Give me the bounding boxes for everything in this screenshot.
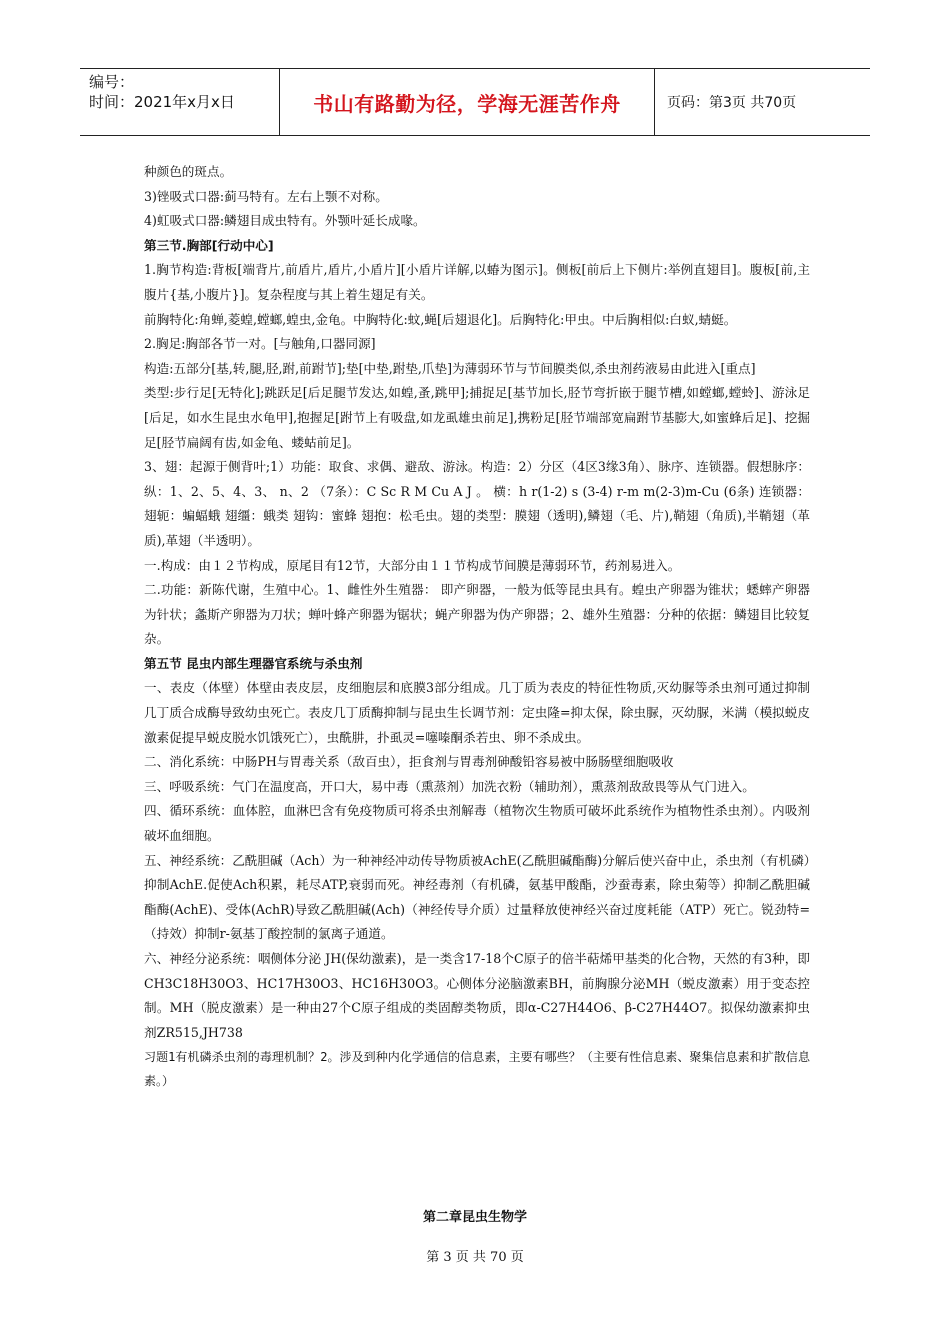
paragraph: 六、神经分泌系统：咽侧体分泌 JH(保幼激素)，是一类含17-18个C原子的倍半萜烯甲基类的化合物，天然的有3种，即CH3C18H30O3、HC17H30O3、HC16H30O3。心侧体分泌脑激素BH，前胸腺分泌MH（蜕皮激素）用于变态控制。MH（脱皮激素）是一种由27个C原子组成的类固醇类物质，即α-C27H44O6、β-C27H44O7。拟保幼激素抑虫剂ZR515,JH738 xyxy=(144,951,810,1040)
document-body xyxy=(144,160,810,1093)
paragraph: 构造:五部分[基,转,腿,胫,跗,前跗节];垫[中垫,跗垫,爪垫]为薄弱环节与节间膜类似,杀虫剂药液易由此进入[重点] xyxy=(144,360,756,376)
paragraph: 3、翅：起源于侧背叶;1）功能：取食、求偶、避敌、游泳。构造：2）分区（4区3缘3角）、脉序、连锁器。假想脉序：纵：1、2、5、4、3、 n、2 （7条）：C Sc R M Cu A J 。 横：h r(1-2) s (3-4) r-m m(2-3)m-Cu (6条) 连锁器： 翅轭：蝙蝠蛾 翅缰：蛾类 翅钩：蜜蜂 翅抱：松毛虫。翅的类型：膜翅（透明),鳞翅（毛、片),鞘翅（角质),半鞘翅（革质),革翅（半透明）。 xyxy=(144,459,810,548)
header-page-label: 页码：第3页 共70页 xyxy=(667,95,797,111)
paragraph: 一、表皮（体壁）体壁由表皮层，皮细胞层和底膜3部分组成。几丁质为表皮的特征性物质,灭幼脲等杀虫剂可通过抑制几丁质合成酶导致幼虫死亡。表皮几丁质酶抑制与昆虫生长调节剂：定虫隆=抑太保，除虫脲，灭幼脲，米满（模拟蜕皮激素促提早蜕皮脱水饥饿死亡），虫酰肼，扑虱灵=噻嗪酮杀若虫、卵不杀成虫。 xyxy=(144,680,810,745)
paragraph: 4)虹吸式口器:鳞翅目成虫特有。外颚叶延长成喙。 xyxy=(144,213,426,229)
paragraph: 五、神经系统：乙酰胆碱（Ach）为一种神经冲动传导物质被AchE(乙酰胆碱酯酶)分解后使兴奋中止，杀虫剂（有机磷）抑制AchE.促使Ach积累，耗尽ATP,衰弱而死。神经毒剂（有机磷，氨基甲酸酯，沙蚕毒素，除虫菊等）抑制乙酰胆碱酯酶(AchE)、受体(AchR)导致乙酰胆碱(Ach)（神经传导介质）过量释放使神经兴奋过度耗能（ATP）死亡。锐劲特=（持效）抑制r-氨基丁酸控制的氯离子通道。 xyxy=(144,852,810,942)
paragraph: 二.功能：新陈代谢，生殖中心。1、雌性外生殖器： 即产卵器，一般为低等昆虫具有。蝗虫产卵器为锥状；蟋蟀产卵器为针状；螽斯产卵器为刀状；蝉叶蜂产卵器为锯状；蝇产卵器为伪产卵器；2、雄外生殖器：分种的依据：鳞翅目比较复杂。 xyxy=(144,582,810,647)
paragraph: 二、消化系统：中肠PH与胃毒关系（敌百虫），拒食剂与胃毒剂砷酸铅容易被中肠肠壁细胞吸收 xyxy=(144,754,674,770)
page-header xyxy=(80,68,870,136)
header-motto: 书山有路勤为径，学海无涯苦作舟 xyxy=(280,69,655,135)
paragraph: 三、呼吸系统：气门在温度高，开口大，易中毒（熏蒸剂）加洗衣粉（辅助剂），熏蒸剂敌敌畏等从气门进入。 xyxy=(144,778,755,794)
chapter-title: 第二章昆虫生物学 xyxy=(422,1210,527,1225)
section-heading: 第五节 昆虫内部生理器官系统与杀虫剂 xyxy=(144,655,363,671)
paragraph: 1.胸节构造:背板[端背片,前盾片,盾片,小盾片][小盾片详解,以蝽为图示]。侧板[前后上下侧片:举例直翅目]。腹板[前,主腹片{基,小腹片}]。复杂程度与其上着生翅足有关。 xyxy=(144,262,810,302)
paragraph: 类型:步行足[无特化];跳跃足[后足腿节发达,如蝗,蚤,跳甲];捕捉足[基节加长,胫节弯折嵌于腿节槽,如螳螂,螳蛉]、游泳足[后足，如水生昆虫水龟甲],抱握足[跗节上有吸盘,如龙虱雄虫前足],携粉足[胫节端部宽扁跗节基膨大,如蜜蜂后足]、挖掘足[胫节扁阔有齿,如金龟、蝼蛄前足]。 xyxy=(144,385,810,450)
time-label: 时间：2021年x月x日 xyxy=(89,93,235,111)
paragraph: 前胸特化:角蝉,菱蝗,螳螂,蝗虫,金龟。中胸特化:蚊,蝇[后翅退化]。后胸特化:甲虫。中后胸相似:白蚁,蜻蜓。 xyxy=(144,311,737,327)
paragraph: 四、循环系统：血体腔，血淋巴含有免疫物质可将杀虫剂解毒（植物次生物质可破坏此系统作为植物性杀虫剂）。内吸剂破坏血细胞。 xyxy=(144,803,810,844)
paragraph: 种颜色的斑点。 xyxy=(144,164,233,179)
header-meta xyxy=(80,69,280,135)
exercise-question: 习题1有机磷杀虫剂的毒理机制？2。涉及到种内化学通信的信息素，主要有哪些？（主要有性信息素、聚集信息素和扩散信息素。） xyxy=(144,1050,810,1089)
page-footer: 第 3 页 共 70 页 xyxy=(426,1250,524,1265)
paragraph: 一.构成：由１２节构成，原尾目有12节，大部分由１１节构成节间膜是薄弱环节，药剂易进入。 xyxy=(144,557,681,573)
paragraph: 2.胸足:胸部各节一对。[与触角,口器同源] xyxy=(144,336,376,352)
section-heading: 第三节.胸部[行动中心] xyxy=(144,237,274,253)
number-label: 编号： xyxy=(89,73,135,91)
paragraph: 3)锉吸式口器:蓟马特有。左右上颚不对称。 xyxy=(144,188,388,204)
